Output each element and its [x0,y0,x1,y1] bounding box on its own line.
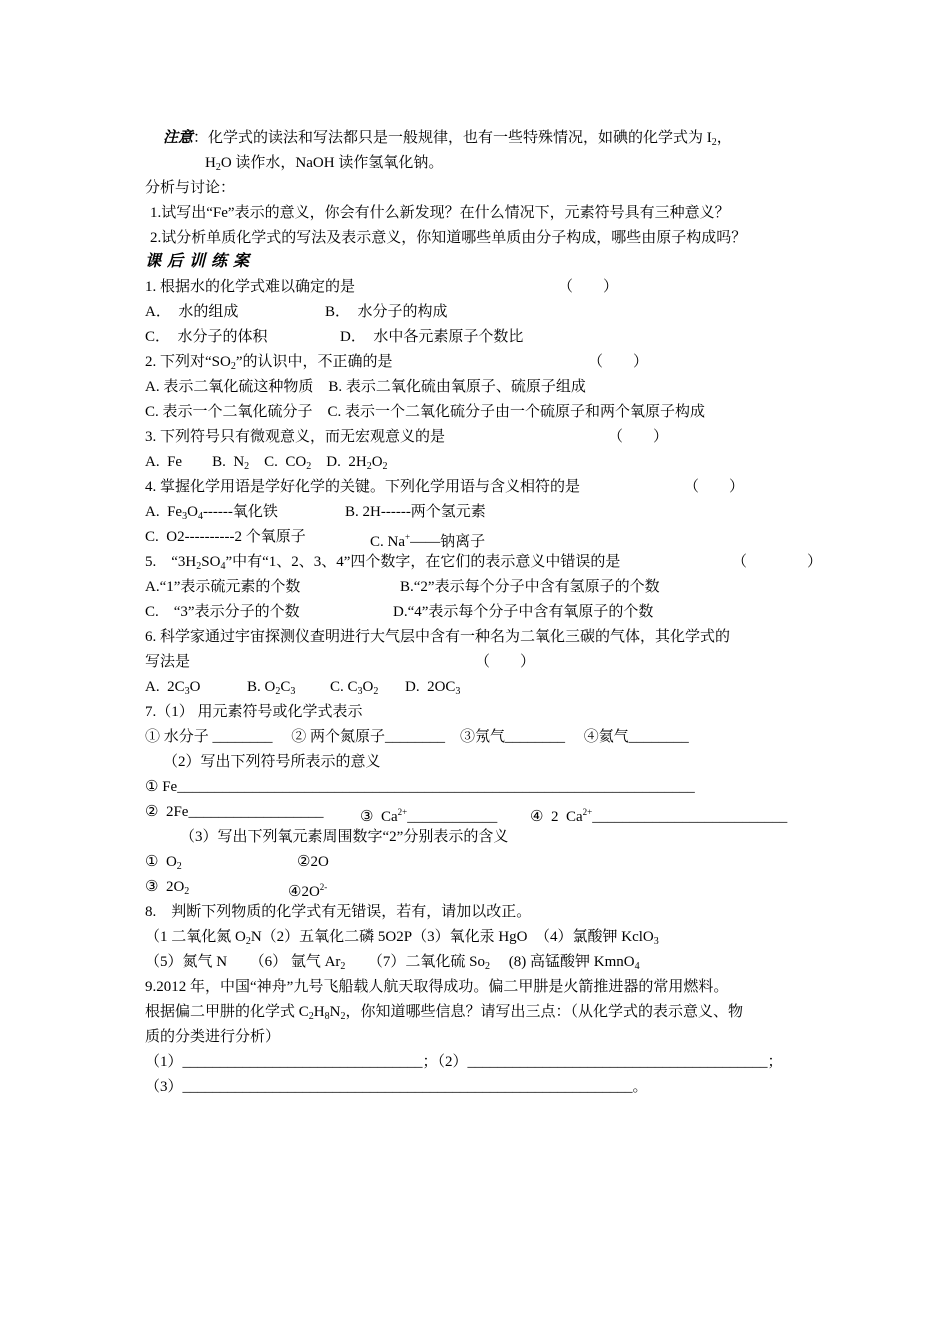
note-h: H [205,155,216,171]
q7-ca: ③ Ca [360,809,398,825]
q4-opt-a [145,502,278,527]
q2-stem-b: ”的认识中，不正确的是 [235,354,393,370]
q2-stem-sub: 2 [230,361,236,372]
q7-ca-blank: ____________ [407,809,498,825]
q6-c: C. C [330,679,358,695]
q8-r2b: （7）二氧化硫 So [345,954,486,970]
q1-stem: 1. 根据水的化学式难以确定的是 [145,279,356,295]
q9-line1: 9.2012 年，中国“神舟”九号飞船载人航天取得成功。偏二甲肼是火箭推进器的常用燃料。 [145,979,729,995]
q3-c-sub: 2 [306,461,312,472]
note-line-2 [205,153,443,178]
q2-opt-ab: A. 表示二氧化硫这种物质 B. 表示二氧化硫由氧原子、硫原子组成 [145,379,586,395]
q3-d-mid: O [371,454,383,470]
q4-opt-d [370,527,485,552]
q6-opt-c [330,677,378,702]
q8-row1 [145,927,659,952]
q6-c-sub1: 3 [357,686,363,697]
q9-answer-3: （3）____________________________________________________________。 [145,1079,648,1095]
q2-paren: （ ） [588,354,649,370]
note-subscript: 2 [711,137,717,148]
section-title: 课后训练案 [145,253,256,270]
q6-d-sub: 3 [455,686,461,697]
q8-r2-sub1: 2 [340,961,346,972]
q9-l2b: H [313,1004,325,1020]
discussion-title: 分析与讨论： [145,180,236,196]
q8-r2a: （5）氮气 N （6） 氩气 Ar [145,954,341,970]
q6-b-sub2: 3 [290,686,296,697]
q5-paren: （ ） [732,554,823,570]
q5-sub2: 4 [220,561,226,572]
q7-2o: ④2O [288,884,320,900]
q8-r2-sub2: 2 [485,961,491,972]
note-h-sub: 2 [215,162,221,173]
q1-opt-b: B． 水分子的构成 [325,304,448,320]
note-text-2: O 读作水，NaOH 读作氢氧化钠。 [220,155,444,171]
q2-stem [145,352,393,377]
q2-opt-cd: C. 表示一个二氧化硫分子 C. 表示一个二氧化硫分子由一个硫原子和两个氧原子构成 [145,404,706,420]
q5-stem-c: ”中有“1、2、3、4”四个数字，在它们的表示意义中错误的是 [225,554,621,570]
note-text-end: ， [716,130,732,146]
q4-a1: A. Fe [145,504,183,520]
q5-stem [145,552,620,577]
q8-r1b: N（2）五氧化二磷 5O2P（3）氧化汞 HgO （4）氯酸钾 KclO [250,929,654,945]
q1-paren: （ ） [558,279,619,295]
q4-d-sup: + [405,532,411,542]
q8-stem: 8. 判断下列物质的化学式有无错误，若有，请加以改正。 [145,904,532,920]
q6-opt-d [405,677,460,702]
q6-b-sub1: 2 [275,686,281,697]
q8-r1-sub2: 3 [653,936,659,947]
q4-stem: 4. 掌握化学用语是学好化学的关键。下列化学用语与含义相符的是 [145,479,581,495]
q7-2o-sup: 2- [319,882,328,892]
q7-2o2-sub: 2 [184,886,190,897]
q3-stem: 3. 下列符号只有微观意义，而无宏观意义的是 [145,429,446,445]
q9-sub1: 2 [308,1011,314,1022]
q4-a-sub1: 3 [182,511,188,522]
q6-stem-1: 6. 科学家通过宇宙探测仪查明进行大气层中含有一种名为二氧化三碳的气体，其化学式的 [145,629,731,645]
q6-a2: O [189,679,201,695]
q7-p2-item1: ① Fe_____________________________________________________________________ [145,779,695,795]
q1-opt-c: C． 水分子的体积 [145,329,268,345]
q7-2ca: ④ 2 Ca [530,809,583,825]
q6-c2: O [362,679,374,695]
q7-o2: ① O [145,854,177,870]
q6-opt-a [145,677,200,702]
q3-opt-ab: A. Fe B. N [145,454,245,470]
q9-l2a: 根据偏二甲肼的化学式 C [145,1004,309,1020]
q3-opt-d: D. 2H [311,454,367,470]
q6-a: A. 2C [145,679,185,695]
q9-line2 [145,1002,743,1027]
q6-paren: （ ） [475,654,536,670]
q8-row2 [145,952,640,977]
q9-answer-1-2: （1）________________________________；（2）________________________________________； [145,1054,783,1070]
q7-part1-title: 7.（1） 用元素符号或化学式表示 [145,704,363,720]
q5-stem-a: 5. “3H [145,554,197,570]
q9-l2d: ，你知道哪些信息？请写出三点：（从化学式的表示意义、物 [345,1004,743,1020]
q5-stem-b: SO [201,554,221,570]
q7-p2-item3 [360,802,497,827]
q8-r1a: （1 二氧化氮 O [145,929,246,945]
q9-line3: 质的分类进行分析） [145,1029,281,1045]
q9-l2c: N [329,1004,341,1020]
q8-r2-sub3: 4 [634,961,640,972]
q8-r2c: (8) 高锰酸钾 KmnO [490,954,635,970]
q2-stem-a: 2. 下列对“SO [145,354,231,370]
q7-part1-items: ① 水分子 ________ ② 两个氮原子________ ③氖气________ ④氦气________ [145,729,689,745]
q5-sub1: 2 [196,561,202,572]
note-text: ：化学式的读法和写法都只是一般规律，也有一些特殊情况，如碘的化学式为 I [193,130,712,146]
q4-opt-c: C. O2----------2 个氧原子 [145,529,306,545]
q7-p3-item1 [145,852,182,877]
q8-r1-sub1: 2 [245,936,251,947]
q4-a3: ------氧化铁 [202,504,278,520]
q7-2ca-sup: 2+ [582,807,593,817]
q5-opt-d: D.“4”表示每个分子中含有氧原子的个数 [393,604,654,620]
q6-c-sub2: 2 [373,686,379,697]
q5-opt-a: A.“1”表示硫元素的个数 [145,579,301,595]
q3-options [145,452,388,477]
discussion-q1: 1.试写出“Fe”表示的意义，你会有什么新发现？在什么情况下，元素符号具有三种意义？ [150,205,730,221]
q7-p2-item4 [530,802,787,827]
q6-opt-b [247,677,295,702]
q7-part3-title: （3）写出下列氧元素周围数字“2”分别表示的含义 [180,829,509,845]
note-key: 注意 [163,130,194,146]
q6-stem-2: 写法是 [145,654,191,670]
q7-2ca-blank: __________________________ [592,809,788,825]
q5-opt-c: C. “3”表示分子的个数 [145,604,300,620]
q3-n-sub: 2 [244,461,250,472]
q4-opt-b: B. 2H------两个氢元素 [345,504,486,520]
q7-2o2: ③ 2O [145,879,185,895]
q6-b2: C [280,679,291,695]
q4-paren: （ ） [684,479,745,495]
q5-opt-b: B.“2”表示每个分子中含有氢原子的个数 [400,579,660,595]
q6-b: B. O [247,679,276,695]
q3-d-sub1: 2 [366,461,372,472]
q7-p3-item3 [145,877,189,902]
q4-d1: C. Na [370,534,405,550]
q9-sub2: 8 [324,1011,330,1022]
q6-d: D. 2OC [405,679,456,695]
discussion-q2: 2.试分析单质化学式的写法及表示意义，你知道哪些单质由分子构成，哪些由原子构成吗？ [150,230,747,246]
q1-opt-d: D． 水中各元素原子个数比 [340,329,524,345]
q9-sub3: 2 [340,1011,346,1022]
q4-a-sub2: 4 [197,511,203,522]
q1-opt-a: A． 水的组成 [145,304,239,320]
q7-ca-sup: 2+ [397,807,408,817]
q7-p3-item4 [288,877,327,902]
q3-paren: （ ） [608,429,669,445]
q3-d-sub2: 2 [382,461,388,472]
q4-d2: ——钠离子 [410,534,486,550]
q7-o2-sub: 2 [176,861,182,872]
q4-a2: O [187,504,198,520]
q7-p3-item2: ②2O [297,854,329,870]
q7-p2-item2: ② 2Fe__________________ [145,804,324,820]
note-line-1 [163,128,732,153]
q3-opt-c: C. CO [249,454,307,470]
q7-part2-title: （2）写出下列符号所表示的意义 [163,754,381,770]
q6-a-sub: 3 [184,686,190,697]
